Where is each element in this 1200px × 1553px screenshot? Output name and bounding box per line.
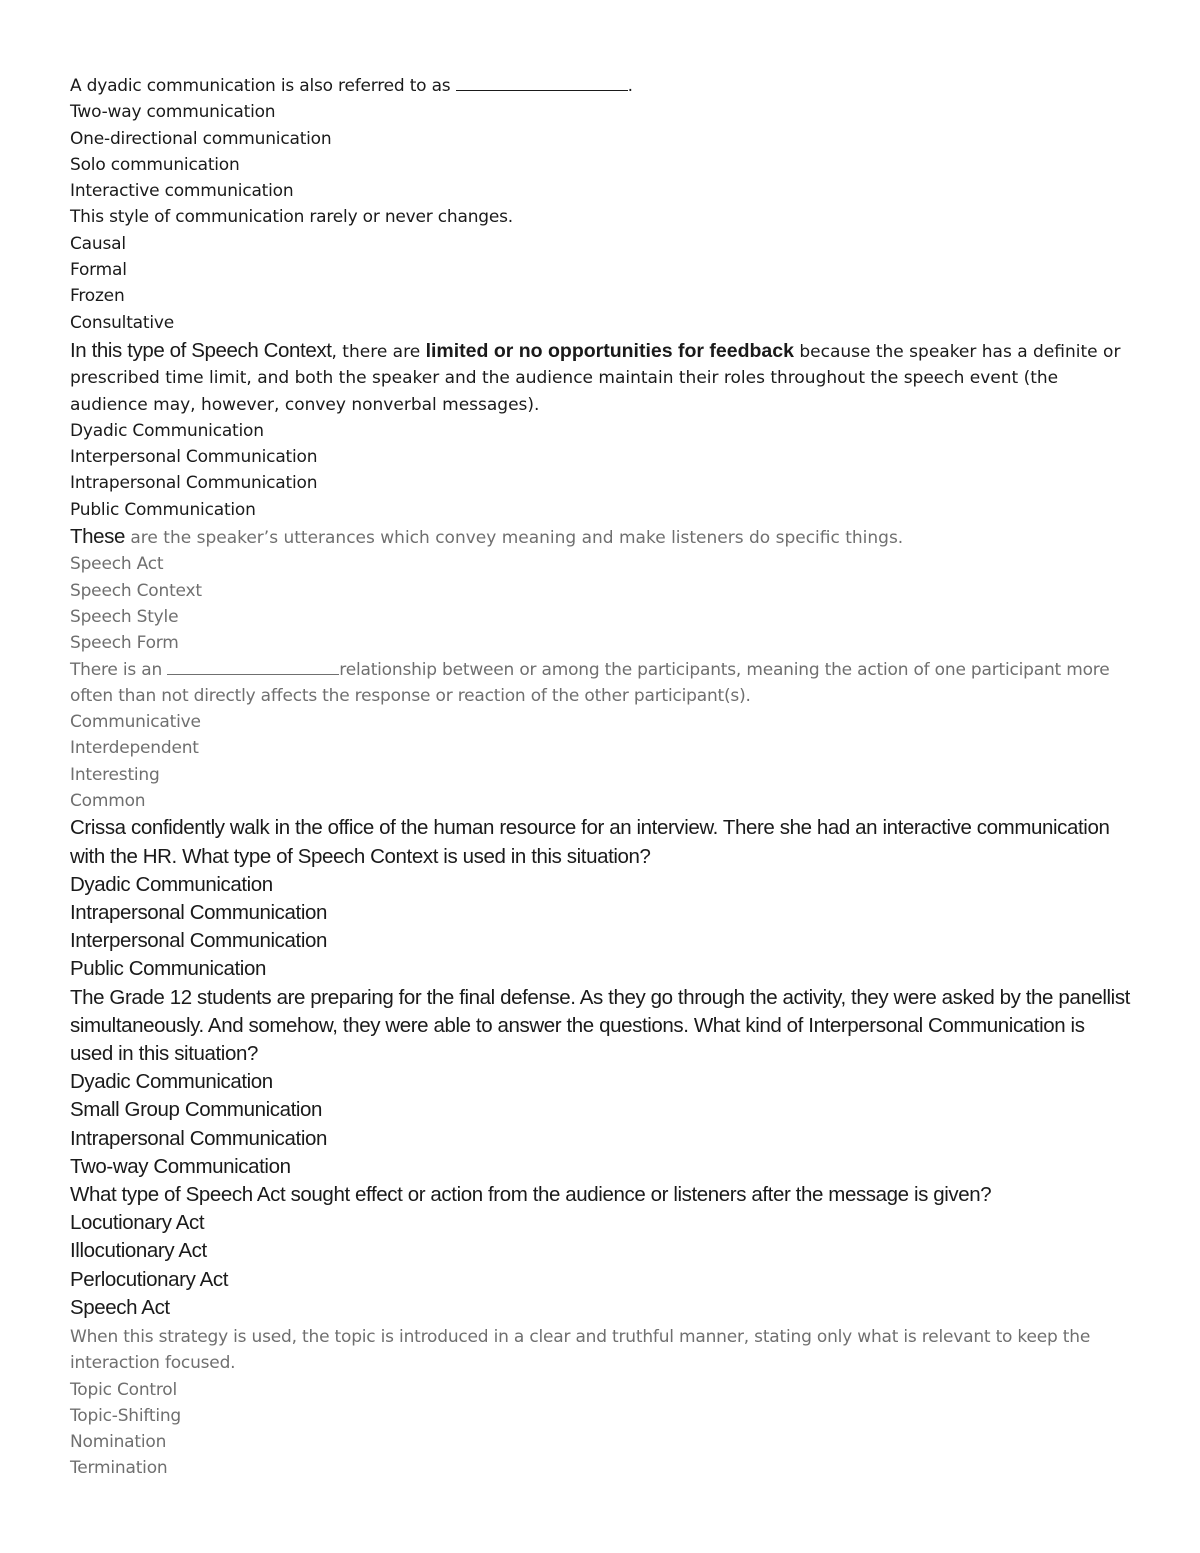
option: Speech Context: [70, 580, 202, 601]
question-7: The Grade 12 students are preparing for the final defense. As they go through the activity, they were asked by the panellist simultaneously. And somehow, they were able to answer the questions. What kind of Interpersonal Communication is used in this situation?: [70, 985, 1130, 1065]
option: Common: [70, 791, 146, 812]
option: Speech Act: [70, 554, 164, 575]
option: Communicative: [70, 712, 201, 733]
question-3-lead: In this type of Speech Context: [70, 338, 332, 362]
answer-blank: [456, 75, 628, 91]
question-3-emphasis: limited or no opportunities for feedback: [425, 339, 794, 362]
option: Formal: [70, 260, 127, 281]
option: Public Communication: [70, 499, 256, 520]
option: Locutionary Act: [70, 1211, 205, 1235]
question-9: When this strategy is used, the topic is introduced in a clear and truthful manner, stating only what is relevant to keep the interaction focused.: [70, 1326, 1091, 1374]
option: Interactive communication: [70, 181, 294, 202]
option: Speech Form: [70, 633, 179, 654]
question-4-lead: These: [70, 525, 125, 549]
option: One-directional communication: [70, 128, 332, 149]
option: Intrapersonal Communication: [70, 900, 327, 924]
question-5-text: There is an: [70, 659, 168, 680]
question-6: Crissa confidently walk in the office of the human resource for an interview. There she had an interactive communication with the HR. What type of Speech Context is used in this situation?: [70, 816, 1110, 868]
question-4: [70, 524, 1130, 551]
question-8: What type of Speech Act sought effect or action from the audience or listeners after the message is given?: [70, 1182, 992, 1206]
option: Intrapersonal Communication: [70, 1126, 327, 1150]
question-4-text: are the speaker’s utterances which convey meaning and make listeners do specific things.: [124, 528, 904, 549]
question-1-text: A dyadic communication is also referred to as: [70, 76, 456, 96]
option: Dyadic Communication: [70, 420, 264, 441]
option: Interpersonal Communication: [70, 929, 327, 953]
option: Intrapersonal Communication: [70, 473, 318, 494]
question-5-text-end: relationship between or among the participants, meaning the action of one participant more often than not directly affects the response or reaction of the other participant(s).: [70, 659, 1110, 706]
question-1: [70, 73, 1130, 99]
option: Interpersonal Communication: [70, 447, 318, 468]
option: Small Group Communication: [70, 1098, 323, 1122]
option: Dyadic Communication: [70, 1070, 273, 1094]
option: Nomination: [70, 1432, 167, 1453]
question-2: This style of communication rarely or never changes.: [70, 207, 514, 228]
question-5: [70, 657, 1130, 710]
answer-blank: [167, 659, 339, 675]
question-1-end: .: [627, 76, 633, 96]
option: Dyadic Communication: [70, 872, 273, 896]
option: Speech Act: [70, 1295, 170, 1319]
option: Two-way Communication: [70, 1154, 291, 1178]
option: Frozen: [70, 286, 125, 307]
option: Termination: [70, 1458, 168, 1479]
question-3-text-end: because the speaker has a definite or prescribed time limit, and both the speaker and the audience maintain their roles throughout the speech event (the audience may, however, convey nonverbal messages).: [70, 341, 1121, 415]
option: Perlocutionary Act: [70, 1267, 229, 1291]
option: Solo communication: [70, 154, 240, 175]
option: Interdependent: [70, 738, 199, 759]
option: Public Communication: [70, 957, 266, 981]
option: Interesting: [70, 764, 160, 785]
question-3-text: , there are: [331, 341, 426, 362]
question-3: [70, 338, 1130, 418]
option: Causal: [70, 233, 126, 254]
option: Topic-Shifting: [70, 1405, 182, 1426]
document-page: [70, 73, 1130, 1482]
option: Topic Control: [70, 1379, 178, 1400]
option: Consultative: [70, 312, 174, 333]
option: Illocutionary Act: [70, 1239, 207, 1263]
option: Two-way communication: [70, 102, 276, 123]
option: Speech Style: [70, 606, 179, 627]
